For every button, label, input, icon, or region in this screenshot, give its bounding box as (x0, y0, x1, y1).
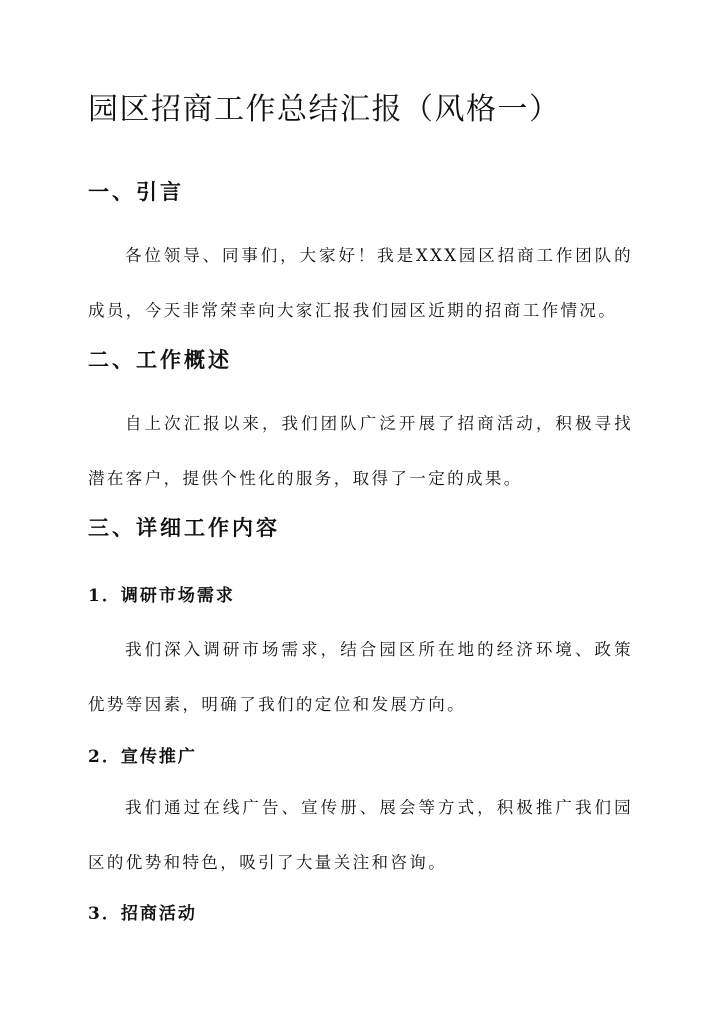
section-heading-introduction: 一、引言 (88, 179, 184, 204)
document-title: 园区招商工作总结汇报（风格一） (88, 92, 561, 127)
subsection-heading-market-research: 1．调研市场需求 (88, 586, 235, 606)
subsection-heading-promotion: 2．宣传推广 (88, 747, 197, 767)
section-heading-overview: 二、工作概述 (88, 347, 232, 372)
section-heading-details: 三、详细工作内容 (88, 515, 280, 540)
section-paragraph-introduction: 各位领导、同事们，大家好！我是XXX园区招商工作团队的成员，今天非常荣幸向大家汇报我们园区近期的招商工作情况。 (88, 246, 633, 320)
section-paragraph-overview: 自上次汇报以来，我们团队广泛开展了招商活动，积极寻找潜在客户，提供个性化的服务，取得了一定的成果。 (88, 414, 633, 488)
subsection-paragraph-market-research: 我们深入调研市场需求，结合园区所在地的经济环境、政策优势等因素，明确了我们的定位和发展方向。 (88, 640, 633, 714)
subsection-heading-investment-events: 3．招商活动 (88, 904, 197, 924)
subsection-paragraph-promotion: 我们通过在线广告、宣传册、展会等方式，积极推广我们园区的优势和特色，吸引了大量关注和咨询。 (88, 798, 633, 872)
